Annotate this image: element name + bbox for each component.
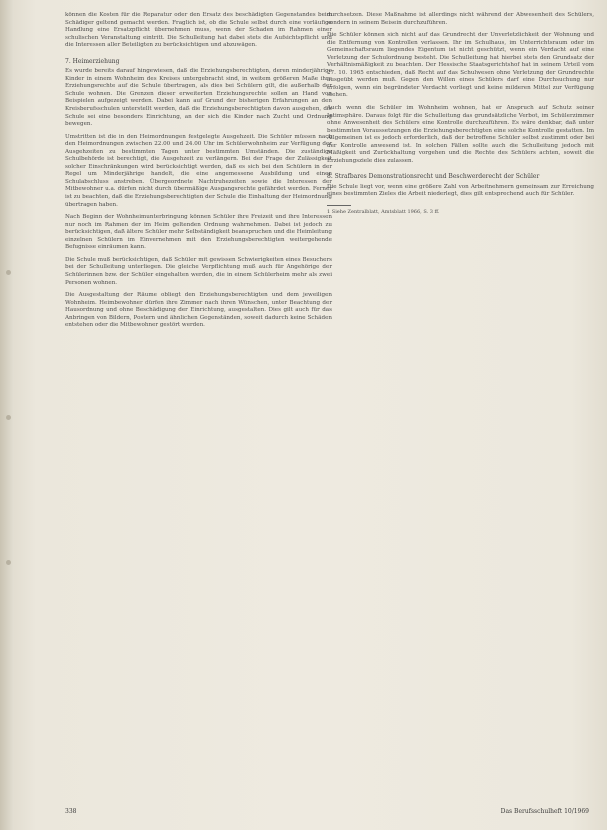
footnote-divider — [327, 205, 351, 206]
page-number: 338 — [65, 808, 77, 815]
right-column — [327, 12, 594, 221]
section-heading: 7. Heimerziehung — [65, 57, 120, 65]
punch-hole-mark — [6, 560, 11, 565]
left-column — [65, 12, 332, 335]
footnote: 1 Siehe Zentralblatt, Amtsblatt 1966, S. 3 ff. — [327, 209, 440, 216]
section-heading: 8. Strafbares Demonstrationsrecht und Beschwerderecht der Schüler — [327, 173, 540, 181]
paragraph: Es wurde bereits darauf hingewiesen, daß die Erziehungsberechtigten, deren minderjährige Kinder in einem Wohnheim des Kreises untergebracht sind, in weitem größeren Maße ihre Erziehungsrechte auf die Schule übertragen, als dies bei Schülern gilt, die außerhalb der Schule wohnen. Die Grenzen dieser erweiterten Erziehungsrechte sollen an Hand von Beispielen aufgezeigt werden. Dabei kann auf Grund der bisherigen Erfahrungen an den Kreisberufsschulen unterstellt werden, daß die Erziehungsberechtigten davon ausgehen, die Schule sei eine besonders Einrichtung, an der sich die Kinder nach Zucht und Ordnung bewegen. — [65, 68, 332, 128]
paragraph: Umstritten ist die in den Heimordnungen festgelegte Ausgehzeit. Die Schüler müssen nach den Heimordnungen zwischen 22.00 und 24.00 Uhr im Schülerwohnheim zur Verfügung der Ausgehzeiten zu bestimmten Tagen unter bestimmten Umständen. Die zuständige Schulbehörde ist berechtigt, die Ausgehzeit zu verlängern. Bei der Frage der Zulässigkeit solcher Einschränkungen wird berücksichtigt werden, daß es sich bei den Schülern in der Regel um Minderjährige handelt, die eine angemessene Ausbildung und einen Schulabschluss anstreben. Übergeordnete Nachtruhezeiten sowie die Interessen der Mitbewohner u.a. dürfen nicht durch übermäßige Ausgangsrechte gefährdet werden. Ferner ist zu beachten, daß die Erziehungsberechtigten der Schule die Einhaltung der Heimordnung übertragen haben. — [65, 133, 332, 208]
paragraph: Die Schüler können sich nicht auf das Grundrecht der Unverletzlichkeit der Wohnung und die Entfernung von Kontrollen verlassen. Ihr im Schulhaus, im Unterrichtsraum oder im Gemeinschaftsraum liegendes Eigentum ist nicht geschützt, wenn ein Verdacht auf eine Verletzung der Schulordnung besteht. Die Schulleitung hat hierbei stets den Grundsatz der Verhältnismäßigkeit zu beachten. Der Hessische Staatsgerichtshof hat in seinem Urteil vom 27. 10. 1965 entschieden, daß Recht auf das Schulwesen ohne Verletzung der Grundrechte ausgeübt werden muß. Gegen den Willen eines Schülers darf eine Durchsuchung nur erfolgen, wenn ein begründeter Verdacht vorliegt und keine milderen Mittel zur Verfügung stehen. — [327, 32, 594, 99]
paragraph: können die Kosten für die Reparatur oder den Ersatz des beschädigten Gegenstandes beim Schädiger geltend gemacht werden. Fraglich ist, ob die Schule selbst durch eine vorläufige Handlung eine Ersatzpflicht übernehmen muss, wenn der Schaden im Rahmen einer schulischen Veranstaltung eintritt. Die Schulleitung hat dabei stets die Aufsichtspflicht und die Interessen aller Beteiligten zu berücksichtigen und abzuwägen. — [65, 12, 332, 49]
paragraph: Die Schule liegt vor, wenn eine größere Zahl von Arbeitnehmern gemeinsam zur Erreichung eines bestimmten Zieles die Arbeit niederlegt, dies gilt entsprechend auch für Schüler. — [327, 183, 594, 198]
paragraph: Die Ausgestaltung der Räume obliegt den Erziehungsberechtigten und dem jeweiligen Wohnheim. Heimbewohner dürfen ihre Zimmer nach ihren Wünschen, unter Beachtung der Hausordnung und ohne Beschädigung der Einrichtung, ausgestalten. Dies gilt auch für das Anbringen von Bildern, Postern und ähnlichen Gegenständen, soweit dadurch keine Schäden entstehen oder die Mitbewohner gestört werden. — [65, 292, 332, 329]
paragraph: Nach Beginn der Wohnheimunterbringung können Schüler ihre Freizeit und ihre Interessen nur noch im Rahmen der im Heim geltenden Ordnung wahrnehmen. Dabei ist jedoch zu berücksichtigen, daß ältere Schüler mehr Selbständigkeit beanspruchen und die Heimleitung einzelnen Schülern im Einvernehmen mit den Erziehungsberechtigten weitergehende Befugnisse einräumen kann. — [65, 214, 332, 251]
paragraph: Auch wenn die Schüler im Wohnheim wohnen, hat er Anspruch auf Schutz seiner Intimsphäre. Daraus folgt für die Schulleitung das grundsätzliche Verbot, im Schülerzimmer ohne Anwesenheit des Schülers eine Kontrolle durchzuführen. Es wäre denkbar, daß unter bestimmten Voraussetzungen die Erziehungsberechtigten eine solche Kontrolle gestatten. Im Allgemeinen ist es jedoch erforderlich, daß der betroffene Schüler selbst zustimmt oder bei der Kontrolle anwesend ist. In solchen Fällen sollte auch die Schulleitung jedoch mit Mäßigkeit und Zurückhaltung vorgehen und die Rechte des Schülers achten, soweit die Erziehungsziele dies zulassen. — [327, 105, 594, 164]
paragraph: Die Schule muß berücksichtigen, daß Schüler mit gewissen Schwierigkeiten eines Besuchers bei der Schulleitung unterliegen. Die gleiche Verpflichtung muß auch für Angehörige der Schülerinnen bzw. der Schüler eingehalten werden, die in einem Schülerheim mehr als zwei Personen wohnen. — [65, 256, 332, 286]
punch-hole-mark — [6, 415, 11, 420]
journal-name: Das Berufsschulheft 10/1969 — [500, 808, 589, 815]
paragraph: durchsetzen. Diese Maßnahme ist allerdings nicht während der Abwesenheit des Schülers, sondern in seinem Beisein durchzuführen. — [327, 12, 594, 26]
punch-hole-mark — [6, 270, 11, 275]
